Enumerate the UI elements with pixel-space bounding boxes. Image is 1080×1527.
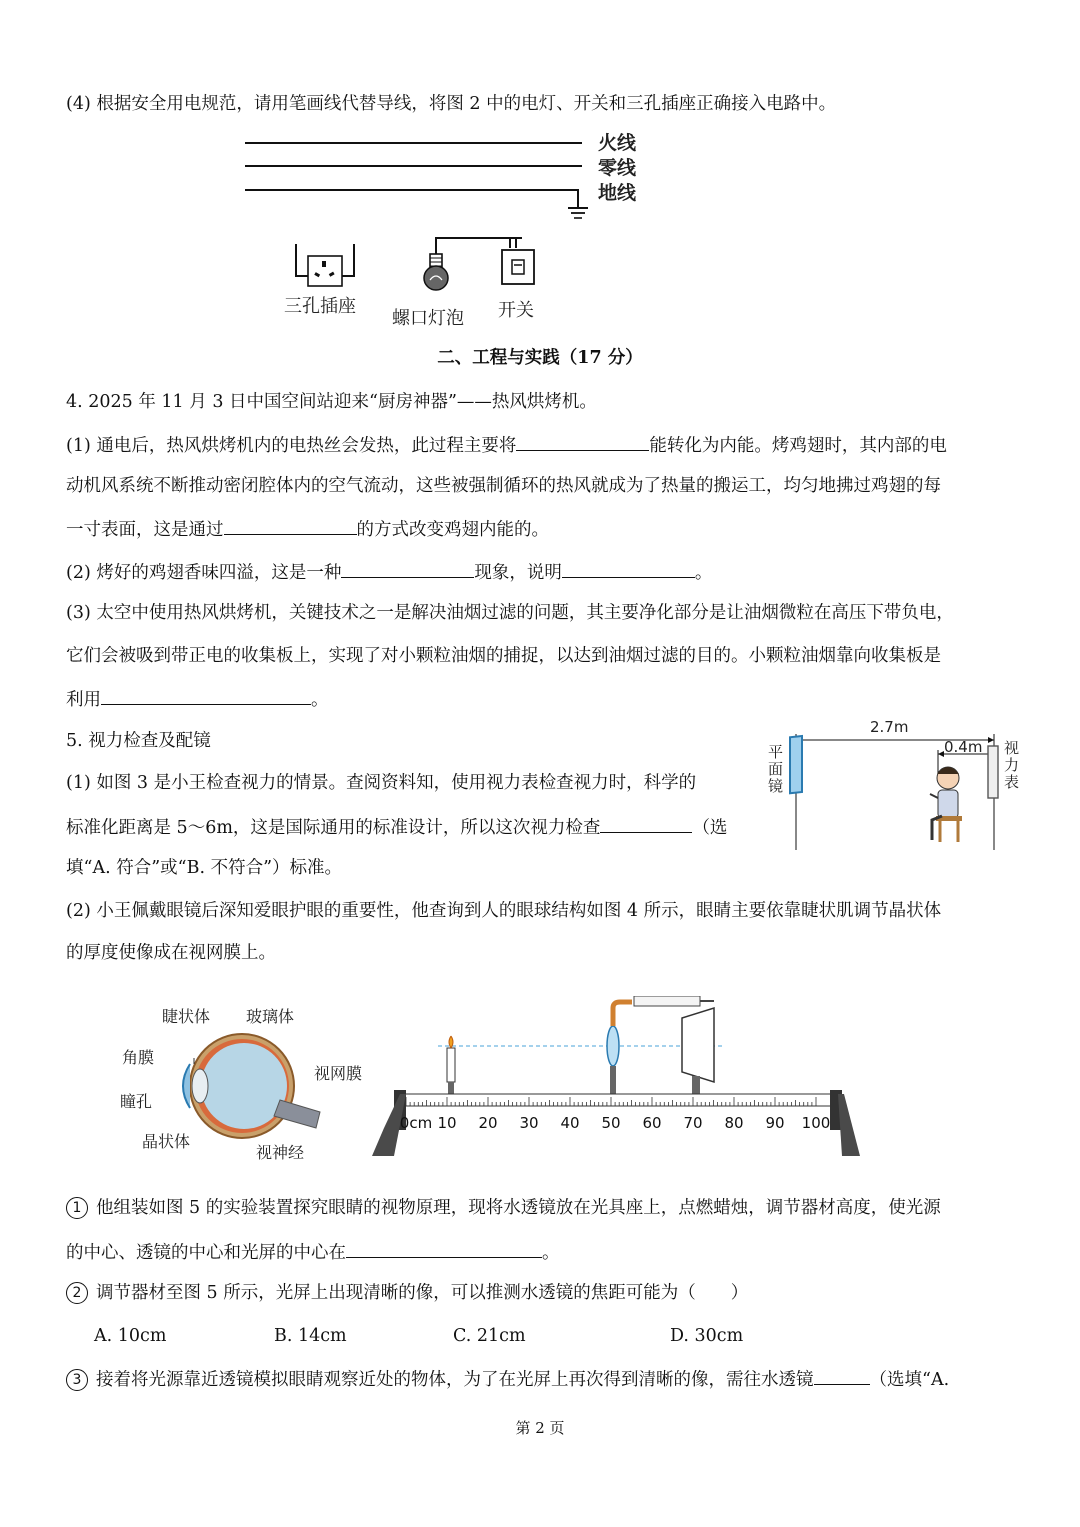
q5-1-line2 xyxy=(66,814,727,840)
cornea-label: 角膜 xyxy=(122,1048,155,1067)
q4-3-line3 xyxy=(66,686,329,712)
fire-line-label: 火线 xyxy=(598,132,637,154)
lens-label: 晶状体 xyxy=(142,1132,191,1151)
ground-line-label: 地线 xyxy=(598,182,637,204)
q4-1-line2: 动机风系统不断推动密闭腔体内的空气流动，这些被强制循环的热风就成为了热量的搬运工，均匀地拂过鸡翅的每 xyxy=(66,476,941,496)
bulb-label: 螺口灯泡 xyxy=(392,308,464,329)
mirror-label xyxy=(768,744,784,795)
person-icon xyxy=(930,767,962,842)
switch-icon xyxy=(502,238,534,284)
distance-total-label: 2.7m xyxy=(870,718,909,736)
q4-1-text-b: 能转化为内能。烤鸡翅时，其内部的电 xyxy=(649,436,947,456)
neutral-line-label: 零线 xyxy=(598,157,637,179)
q4-3-line2: 它们会被吸到带正电的收集板上，实现了对小颗粒油烟的捕捉，以达到油烟过滤的目的。小颗粒油烟靠向收集板是 xyxy=(66,646,941,666)
q5-s1-text-c: 。 xyxy=(542,1243,560,1263)
q4-intro: 4. 2025 年 11 月 3 日中国空间站迎来“厨房神器”——热风烘烤机。 xyxy=(66,392,597,412)
option-a[interactable]: A. 10cm xyxy=(94,1326,167,1346)
answer-blank[interactable] xyxy=(600,814,692,833)
q5-s1-line1 xyxy=(66,1196,941,1220)
q5-s3-text-b: （选填“A. xyxy=(869,1370,950,1390)
circled-number: 3 xyxy=(66,1369,88,1391)
circled-number: 1 xyxy=(66,1197,88,1219)
q5-2-line1: (2) 小王佩戴眼镜后深知爱眼护眼的重要性，他查询到人的眼球结构如图 4 所示，眼睛主要依靠睫状肌调节晶状体 xyxy=(66,901,942,921)
eye-chart-label-char: 表 xyxy=(1004,773,1020,791)
q3-4-text: (4) 根据安全用电规范，请用笔画线代替导线，将图 2 中的电灯、开关和三孔插座正确接入电路中。 xyxy=(66,94,837,114)
socket-label: 三孔插座 xyxy=(284,296,356,317)
q5-1-text-b: 标准化距离是 5～6m，这是国际通用的标准设计，所以这次视力检查 xyxy=(66,818,601,838)
q5-s3-line xyxy=(66,1366,949,1392)
ground-line xyxy=(245,190,578,208)
circled-number: 2 xyxy=(66,1282,88,1304)
q5-1-line3: 填“A. 符合”或“B. 不符合”）标准。 xyxy=(66,858,343,878)
q4-1-line3 xyxy=(66,516,549,542)
answer-blank[interactable] xyxy=(341,559,474,578)
mirror-label-char: 面 xyxy=(768,760,784,778)
q4-1-text-d: 一寸表面，这是通过 xyxy=(66,520,224,540)
q5-2-line2: 的厚度使像成在视网膜上。 xyxy=(66,943,276,963)
mirror-icon xyxy=(790,736,802,793)
q5-s1-text-a: 他组装如图 5 的实验装置探究眼睛的视物原理，现将水透镜放在光具座上，点燃蜡烛，调节器材高度，使光源 xyxy=(96,1198,941,1218)
q5-1-line1: (1) 如图 3 是小王检查视力的情景。查阅资料知，使用视力表检查视力时，科学的 xyxy=(66,773,697,793)
eye-chart-icon xyxy=(988,746,998,798)
distance-short-label: 0.4m xyxy=(944,738,983,756)
q4-1-text-e: 的方式改变鸡翅内能的。 xyxy=(356,520,549,540)
answer-blank[interactable] xyxy=(346,1239,542,1258)
option-c[interactable]: C. 21cm xyxy=(453,1326,526,1346)
q4-3-text-d: 。 xyxy=(311,690,329,710)
q4-2-line xyxy=(66,559,712,585)
q5-s2-text: 调节器材至图 5 所示，光屏上出现清晰的像，可以推测水透镜的焦距可能为（ ） xyxy=(96,1283,749,1303)
answer-blank[interactable] xyxy=(516,432,649,451)
page-number: 第 2 页 xyxy=(515,1419,565,1437)
figure-5-optical-bench xyxy=(364,996,864,1156)
q5-s2-line xyxy=(66,1281,748,1305)
ruler-tick-label: 30 xyxy=(519,1114,539,1132)
q4-1-line1 xyxy=(66,432,947,458)
q5-s3-text-a: 接着将光源靠近透镜模拟眼睛观察近处的物体，为了在光屏上再次得到清晰的像，需往水透镜 xyxy=(96,1370,814,1390)
q5-title: 5. 视力检查及配镜 xyxy=(66,731,211,751)
option-d[interactable]: D. 30cm xyxy=(670,1326,744,1346)
ruler-tick-label: 80 xyxy=(724,1114,744,1132)
q5-s1-line2 xyxy=(66,1239,560,1265)
q4-1-text-a: (1) 通电后，热风烘烤机内的电热丝会发热，此过程主要将 xyxy=(66,436,517,456)
ciliary-label: 睫状体 xyxy=(162,1007,211,1026)
three-hole-socket-icon xyxy=(296,244,354,286)
section-2-title: 二、工程与实践（17 分） xyxy=(437,348,643,368)
q4-3-text-c: 利用 xyxy=(66,690,101,710)
q4-2-text-b: 现象，说明 xyxy=(474,563,562,583)
candle-icon xyxy=(447,1036,455,1096)
answer-blank[interactable] xyxy=(224,516,357,535)
retina-label: 视网膜 xyxy=(314,1064,363,1083)
ruler-tick-label: 10 xyxy=(437,1114,457,1132)
answer-blank[interactable] xyxy=(562,559,695,578)
pupil-label: 瞳孔 xyxy=(120,1092,153,1111)
figure-3-eye-test xyxy=(764,716,1024,856)
ruler-tick-label: 40 xyxy=(560,1114,580,1132)
lens-shape xyxy=(192,1069,208,1103)
switch-label: 开关 xyxy=(498,300,534,321)
vitreous-label: 玻璃体 xyxy=(246,1007,295,1026)
mirror-label-char: 镜 xyxy=(768,777,784,795)
answer-blank[interactable] xyxy=(814,1366,870,1385)
q4-2-text-c: 。 xyxy=(694,563,713,583)
ruler-tick-label: 70 xyxy=(683,1114,703,1132)
eye-chart-label-char: 力 xyxy=(1004,756,1020,774)
eye-chart-label-char: 视 xyxy=(1004,739,1020,757)
mirror-label-char: 平 xyxy=(768,743,784,761)
q4-2-text-a: (2) 烤好的鸡翅香味四溢，这是一种 xyxy=(66,563,342,583)
ruler-tick-label: 100 xyxy=(801,1114,831,1132)
optic-nerve-label: 视神经 xyxy=(256,1143,305,1162)
figure-4-eyeball xyxy=(170,1020,330,1150)
q5-1-text-c: （选 xyxy=(692,818,728,838)
light-screen-icon xyxy=(682,1008,714,1096)
ruler-tick-label: 0cm xyxy=(399,1114,433,1132)
ruler-tick-label: 90 xyxy=(765,1114,785,1132)
ruler-tick-label: 60 xyxy=(642,1114,662,1132)
q5-s1-text-b: 的中心、透镜的中心和光屏的中心在 xyxy=(66,1243,346,1263)
option-b[interactable]: B. 14cm xyxy=(274,1326,347,1346)
answer-blank[interactable] xyxy=(101,686,311,705)
q4-3-line1: (3) 太空中使用热风烘烤机，关键技术之一是解决油烟过滤的问题，其主要净化部分是让油烟微粒在高压下带负电， xyxy=(66,603,954,623)
eye-chart-label xyxy=(1004,740,1020,791)
ruler-tick-label: 50 xyxy=(601,1114,621,1132)
ruler-tick-label: 20 xyxy=(478,1114,498,1132)
